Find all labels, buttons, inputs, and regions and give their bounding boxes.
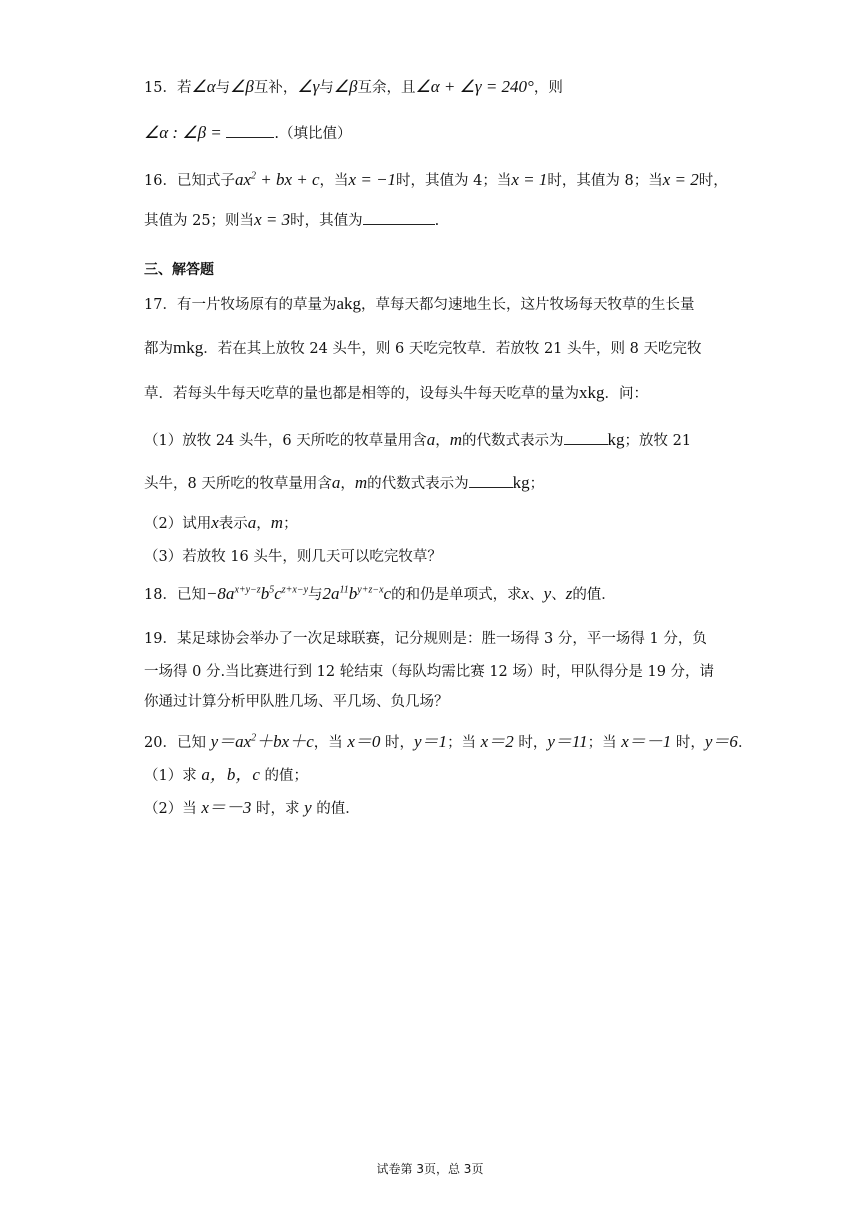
q19-line1: 19．某足球协会举办了一次足球联赛，记分规则是：胜一场得 3 分，平一场得 1 分，负 <box>144 631 707 647</box>
q17-line2: 都为mkg．若在其上放牧 24 头牛，则 6 天吃完牧草．若放牧 21 头牛，则 8 天吃完牧 <box>144 338 702 357</box>
q15-line1: 15．若∠α与∠β互补，∠γ与∠β互余，且∠α + ∠γ = 240°，则 <box>144 77 563 96</box>
q16-line1: 16．已知式子$ax^2$ + bx + c，当x = −1时，其值为 4；当x = 1时，其值为 8；当x = 2时， <box>144 170 728 189</box>
angle-beta: ∠β <box>230 77 254 96</box>
quadratic: $y=ax^2+bx+c$ <box>210 732 314 751</box>
q17-part1-line2: 头牛，8 天所吃的牧草量用含a，m的代数式表示为 kg； <box>144 473 545 492</box>
q20-part1: （1）求 a，b，c 的值； <box>144 765 308 784</box>
angle-alpha: ∠α <box>191 77 216 96</box>
answer-blank <box>226 125 274 138</box>
q19-line2: 一场得 0 分.当比赛进行到 12 轮结束（每队均需比赛 12 场）时，甲队得分是 19 分，请 <box>144 664 715 680</box>
angle-gamma: ∠γ <box>297 77 320 96</box>
q17-line1: 17．有一片牧场原有的草量为akg，草每天都匀速地生长，这片牧场每天牧草的生长量 <box>144 294 695 313</box>
q20-line1: 20．已知 $y=ax^2+bx+c$，当 x＝0 时，y＝1；当 x＝2 时，y＝11；当 x＝－1 时，y＝6． <box>144 732 753 751</box>
answer-blank <box>469 475 513 488</box>
page-footer: 试卷第 3页，总 3页 <box>376 1162 484 1176</box>
monomial-2: $2a^{11}b^{y+z-x}c$ <box>322 584 392 603</box>
q20-part2: （2）当 x＝－3 时，求 y 的值． <box>144 798 360 817</box>
q19-line3: 你通过计算分析甲队胜几场、平几场、负几场？ <box>144 694 449 710</box>
q17-part3: （3）若放牧 16 头牛，则几天可以吃完牧草？ <box>144 549 442 565</box>
q17-line3: 草．若每头牛每天吃草的量也都是相等的，设每头牛每天吃草的量为xkg．问： <box>144 383 648 402</box>
section-title: 三、解答题 <box>144 262 214 278</box>
q16-line2: 其值为 25；则当x = 3时，其值为 . <box>144 210 440 229</box>
polynomial: $ax^2$ + bx + c <box>234 170 320 189</box>
answer-blank <box>564 432 608 445</box>
answer-blank <box>363 212 435 225</box>
monomial-1: $-8a^{x+y-z}b^5c^{z+x-y}$ <box>205 584 309 603</box>
q17-part2: （2）试用x表示a，m； <box>144 513 298 532</box>
q15-line2: ∠α : ∠β = .（填比值） <box>144 123 352 142</box>
ratio-expression: ∠α : ∠β = <box>144 123 222 142</box>
angle-beta-2: ∠β <box>333 77 358 96</box>
q17-part1-line1: （1）放牧 24 头牛，6 天所吃的牧草量用含a，m的代数式表示为 kg；放牧 21 <box>144 430 692 449</box>
angle-equation: ∠α + ∠γ = 240° <box>415 77 534 96</box>
q18-line: 18．已知$-8a^{x+y-z}b^5c^{z+x-y}$与$2a^{11}b^{y+z-x}c$的和仍是单项式，求x、y、z的值． <box>144 584 616 603</box>
